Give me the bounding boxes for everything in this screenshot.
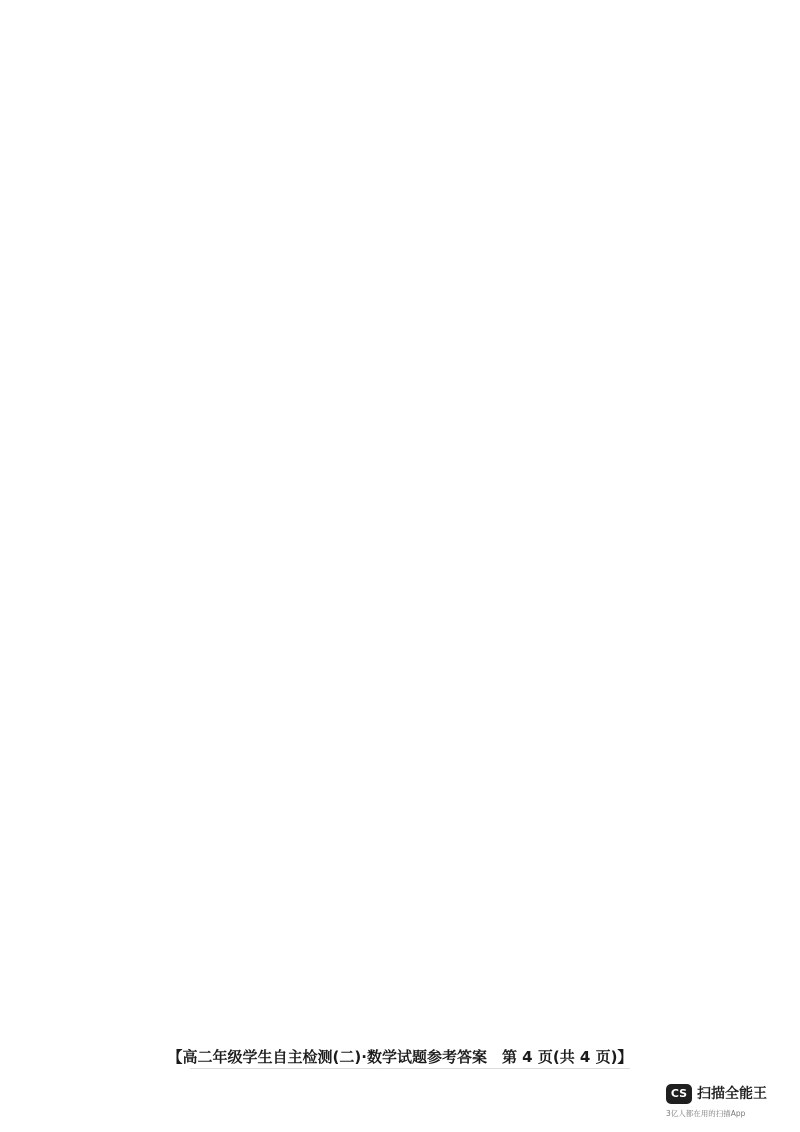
page-footer: 【高二年级学生自主检测(二)·数学试题参考答案 第 4 页(共 4 页)】 (167, 1048, 633, 1066)
watermark-title: 扫描全能王 (697, 1086, 767, 1102)
footer-divider (190, 1068, 630, 1069)
camscanner-logo-icon: CS (666, 1084, 692, 1104)
watermark-subtitle: 3亿人都在用的扫描App (666, 1109, 746, 1118)
camscanner-watermark (666, 1082, 776, 1122)
